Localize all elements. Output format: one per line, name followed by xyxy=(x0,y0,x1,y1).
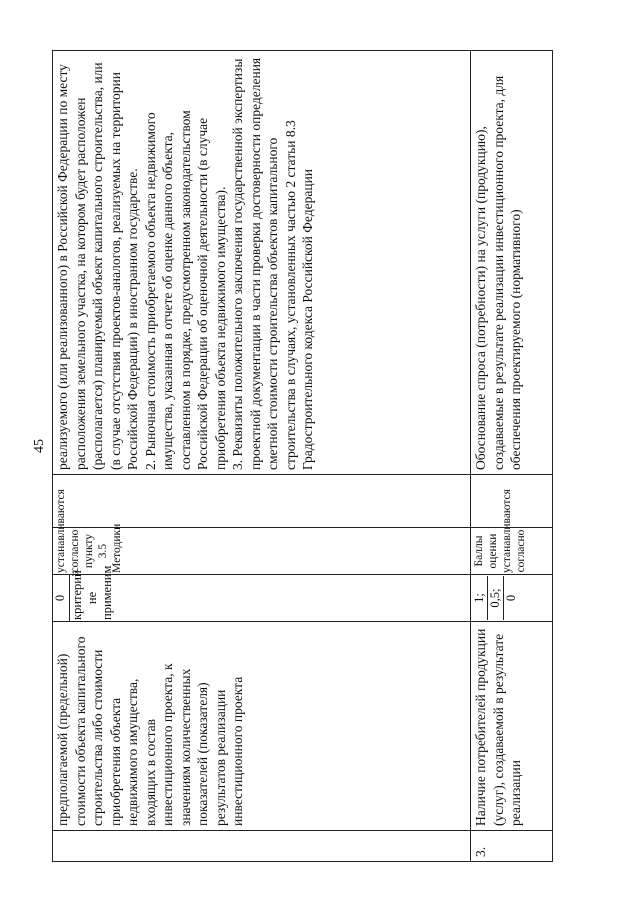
table-row xyxy=(471,51,553,862)
page-number: 45 xyxy=(32,439,47,453)
description-cell xyxy=(53,51,471,475)
row-number-cell: 3. xyxy=(471,831,553,862)
score-cell xyxy=(471,575,553,622)
criterion-name-cell: предполагаемой (предельной) стоимости объекта капитального строительства либо стоимости приобретения объекта недвижимого имущества, входящих в состав инвестиционного проекта, к значениям количественных показателей (показателя) результатов реализации инвестиционного проекта xyxy=(53,622,471,831)
description-cell: Обоснование спроса (потребности) на услуги (продукцию), создаваемые в результате реализации инвестиционного проекта, для обеспечения проектируемого (нормативного) xyxy=(471,51,553,475)
table-row xyxy=(53,51,471,862)
method-cell: Баллы оценки устанавливаются согласно xyxy=(471,528,553,575)
score-value: 0 xyxy=(504,594,518,602)
method-cell: устанавливаются согласно пункту 3.5 Методики xyxy=(53,528,471,575)
row-number-cell xyxy=(53,831,471,862)
score-note: критерий не применим xyxy=(70,565,114,620)
description-text: реализуемого (или реализованного) в Российской Федерации по месту расположения земельного участка, на котором будет расположен (располагается) планируемый объект капитального строительства, или (в случае отсутствия проектов-аналогов, реализуемых на территории Российской Федерации) в иностранном государстве. 2. Рыночная стоимость приобретаемого объекта недвижимого имущества, указанная в отчете об оценке данного объекта, составленном в порядке, предусмотренном законодательством Российской Федерации об оценочной деятельности (в случае приобретения объекта недвижимого имущества). 3. Реквизиты положительного заключения государственной экспертизы проектной документации в части проверки достоверности определения сметной стоимости строительства объектов капитального строительства в случаях, установленных частью 2 статьи 8.3 Градостроительного кодекса Российской Федерации xyxy=(55,57,315,470)
score-list xyxy=(472,576,519,620)
score-value: 1; xyxy=(472,576,488,620)
criterion-name-cell: Наличие потребителей продукции (услуг), создаваемой в результате реализации xyxy=(471,622,553,831)
score-cell xyxy=(53,565,471,622)
score-value: 0 xyxy=(53,575,70,621)
criteria-table xyxy=(52,50,553,862)
score-value: 0,5; xyxy=(488,576,504,620)
rotated-table-container xyxy=(52,50,552,862)
empty-cell xyxy=(53,475,471,528)
